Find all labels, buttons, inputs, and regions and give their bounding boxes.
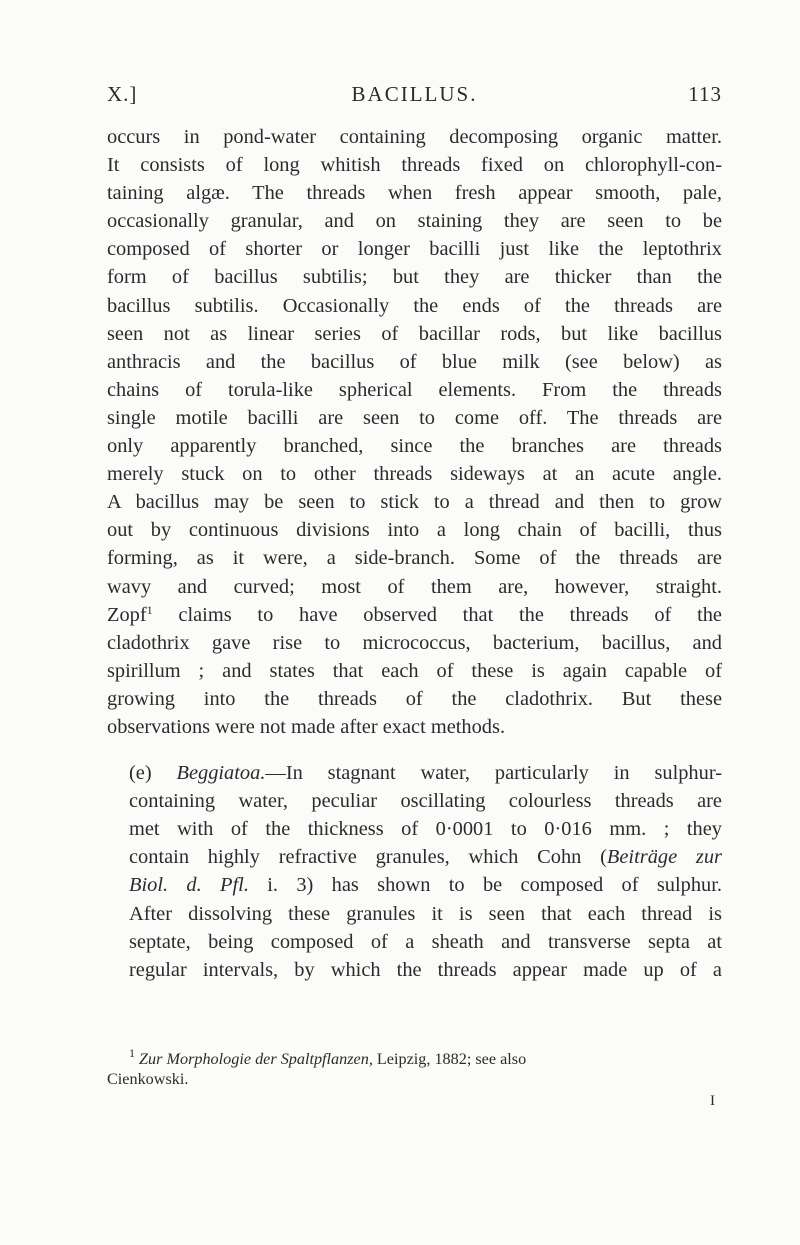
text-line: septate, being composed of a sheath and transverse septa at <box>129 930 722 953</box>
zopf-name: Zopf <box>107 603 147 626</box>
body-text <box>107 123 722 984</box>
text-line: containing water, peculiar oscillating colourless threads are <box>129 790 722 813</box>
text-fragment: contain highly refractive granules, which Cohn ( <box>129 846 607 869</box>
footnote-text: Leipzig, 1882; see also <box>372 1050 527 1068</box>
text-line: form of bacillus subtilis; but they are thicker than the <box>107 266 722 289</box>
text-fragment: —In stagnant water, particularly in sulphur- <box>265 762 722 785</box>
text-fragment: i. 3) has shown to be composed of sulphur. <box>248 874 722 897</box>
text-line: wavy and curved; most of them are, however, straight. <box>107 575 722 598</box>
text-line: observations were not made after exact methods. <box>107 715 506 738</box>
running-head <box>107 82 722 110</box>
text-line <box>107 843 722 871</box>
text-line-zopf <box>107 601 722 629</box>
text-line: cladothrix gave rise to micrococcus, bacterium, bacillus, and <box>107 631 722 654</box>
zopf-claim-text: claims to have observed that the threads of the <box>152 603 722 626</box>
text-line: spirillum ; and states that each of these is again capable of <box>107 659 722 682</box>
text-line: regular intervals, by which the threads appear made up of a <box>129 958 722 981</box>
footnote-marker: 1 <box>129 1046 135 1060</box>
text-line: chains of torula-like spherical elements. From the threads <box>107 378 722 401</box>
text-line: composed of shorter or longer bacilli just like the leptothrix <box>107 238 722 261</box>
text-line: single motile bacilli are seen to come off. The threads are <box>107 406 722 429</box>
text-line: seen not as linear series of bacillar rods, but like bacillus <box>107 322 722 345</box>
chapter-number: X.] <box>107 82 138 106</box>
text-line: forming, as it were, a side-branch. Some of the threads are <box>107 547 722 570</box>
text-line <box>107 759 722 787</box>
text-line: only apparently branched, since the branches are threads <box>107 435 722 458</box>
text-line: met with of the thickness of 0·0001 to 0·016 mm. ; they <box>129 818 722 841</box>
text-line: It consists of long whitish threads fixed on chlorophyll-con- <box>107 154 722 177</box>
text-line: occurs in pond-water containing decomposing organic matter. <box>107 126 722 148</box>
text-line: merely stuck on to other threads sideways at an acute angle. <box>107 463 722 486</box>
footnote-title: Zur Morphologie der Spaltpflanzen, <box>139 1050 373 1068</box>
section-label: (e) <box>129 762 177 785</box>
text-line: taining algæ. The threads when fresh appear smooth, pale, <box>107 182 722 205</box>
text-line: anthracis and the bacillus of blue milk (see below) as <box>107 350 722 373</box>
text-line <box>107 871 722 899</box>
text-line: bacillus subtilis. Occasionally the ends of the threads are <box>107 294 722 317</box>
running-title: BACILLUS. <box>351 82 478 106</box>
page-number: 113 <box>688 82 722 106</box>
text-line: occasionally granular, and on staining they are seen to be <box>107 210 722 233</box>
text-line: growing into the threads of the cladothrix. But these <box>107 687 722 710</box>
citation-italic: Beiträge zur <box>606 846 722 869</box>
paragraph-bacillus-cladothrix <box>107 123 722 741</box>
text-line: A bacillus may be seen to stick to a thread and then to grow <box>107 491 722 514</box>
text-line: out by continuous divisions into a long chain of bacilli, thus <box>107 519 722 542</box>
footnote <box>107 1046 722 1089</box>
citation-italic: Biol. d. Pfl. <box>129 874 249 897</box>
footnote-line: Cienkowski. <box>107 1070 189 1088</box>
footnote-ref-marker: 1 <box>146 602 153 617</box>
section-title-beggiatoa: Beggiatoa. <box>176 762 266 785</box>
footnote-line <box>107 1046 722 1069</box>
paragraph-beggiatoa <box>107 759 722 984</box>
text-line: After dissolving these granules it is seen that each thread is <box>129 902 722 925</box>
signature-mark: I <box>710 1093 715 1109</box>
